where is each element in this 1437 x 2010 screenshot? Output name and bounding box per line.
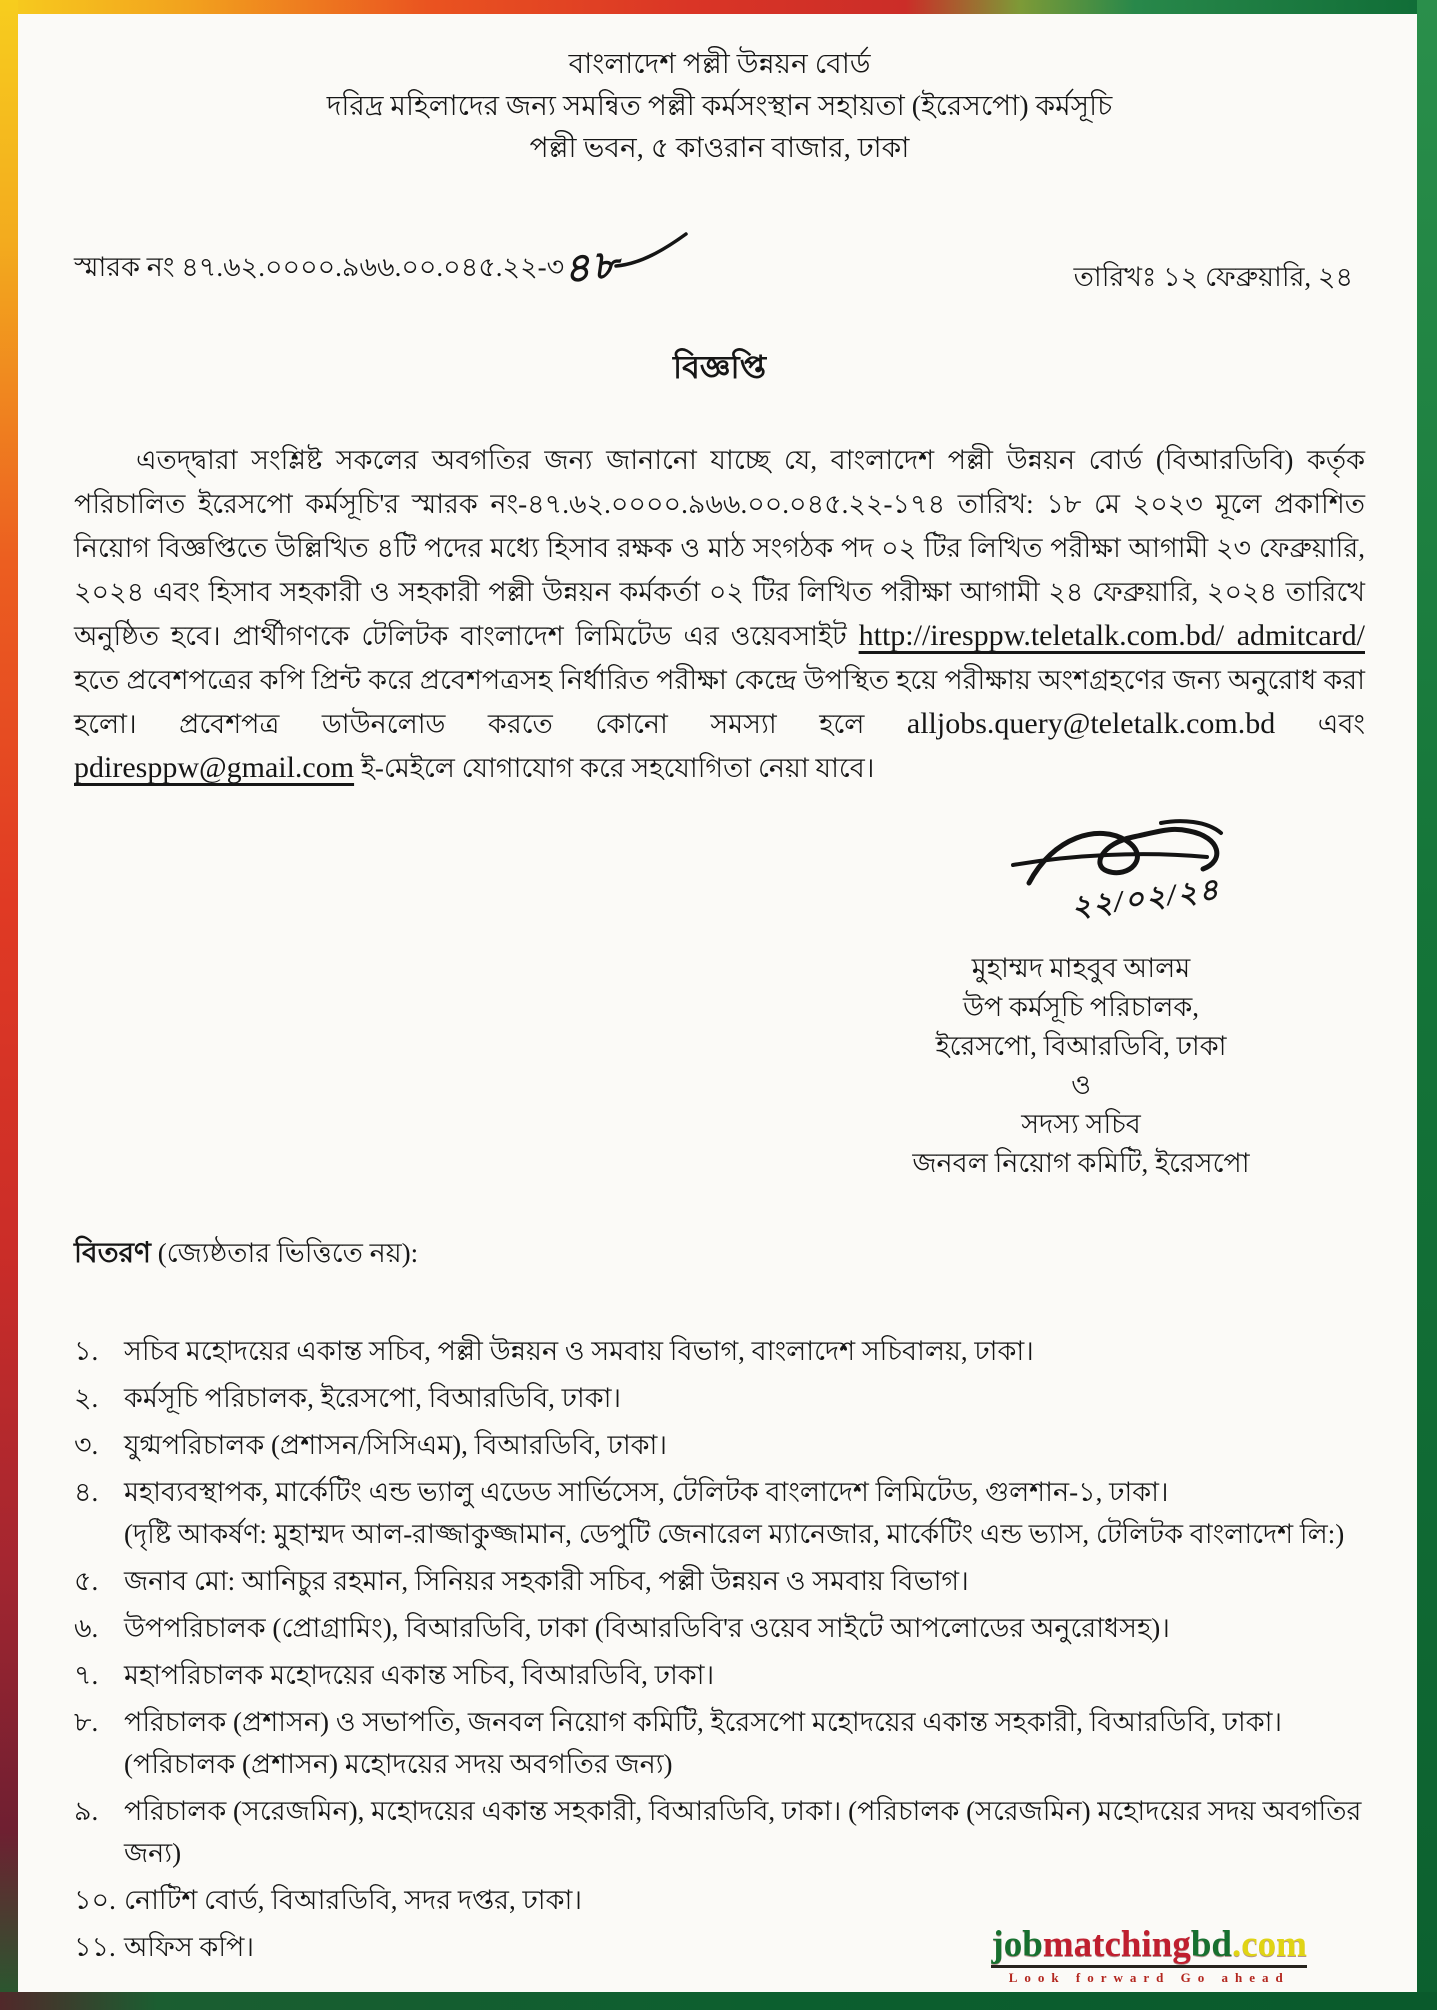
distribution-item-text: জনাব মো: আনিচুর রহমান, সিনিয়র সহকারী সচিব, পল্লী উন্নয়ন ও সমবায় বিভাগ। (124, 1566, 969, 1596)
logo-part: bd (1190, 1924, 1232, 1965)
body-link[interactable]: http://iresppw.teletalk.com.bd/ admitcard/ (858, 619, 1365, 652)
distribution-item (74, 1701, 1365, 1785)
distribution-item (74, 1424, 1365, 1466)
notice-title: বিজ্ঞপ্তি (672, 349, 767, 385)
memo-row (74, 232, 1365, 302)
distribution-item-number: ৩. (74, 1430, 99, 1460)
distribution-item (74, 1471, 1365, 1555)
distribution-item (74, 1560, 1365, 1602)
body-text-segment: হতে প্রবেশপত্রের কপি প্রিন্ট করে প্রবেশপত্রসহ নির্ধারিত পরীক্ষা কেন্দ্রে উপস্থিত হয়ে পরীক্ষায় অংশগ্রহণের জন্য অনুরোধ করা হলো। প্রবেশপত্র ডাউনলোড করতে কোনো সমস্যা হলে (74, 665, 1365, 739)
signatory-org: ইরেসপো, বিআরডিবি, ঢাকা (935, 1031, 1227, 1061)
signature-block (811, 817, 1351, 1183)
distribution-item (74, 1654, 1365, 1696)
jobmatchingbd-watermark[interactable] (991, 1924, 1307, 1986)
border-bottom-decoration (0, 1992, 1437, 2010)
jobmatchingbd-tagline: Look forward Go ahead (991, 1965, 1307, 1986)
distribution-item-number: ৬. (74, 1613, 99, 1643)
handwriting-stroke (614, 232, 688, 270)
signatory-name: মুহাম্মদ মাহবুব আলম (971, 953, 1191, 983)
distribution-item-number: ১০. (74, 1885, 116, 1915)
organization-name: বাংলাদেশ পল্লী উন্নয়ন বোর্ড (568, 49, 871, 80)
memo-number-handwritten: ৪৮ (561, 241, 623, 292)
notice-body (74, 438, 1365, 790)
distribution-item-text: উপপরিচালক (প্রোগ্রামিং), বিআরডিবি, ঢাকা (বিআরডিবি'র ওয়েব সাইটে আপলোডের অনুরোধসহ)। (124, 1613, 1170, 1643)
distribution-item-text: যুগ্মপরিচালক (প্রশাসন/সিসিএম), বিআরডিবি, ঢাকা। (124, 1430, 668, 1460)
distribution-item (74, 1377, 1365, 1419)
memo-date: তারিখঃ ১২ ফেব্রুয়ারি, ২৪ (1073, 262, 1353, 292)
body-text-segment: এতদ্দ্বারা সংশ্লিষ্ট সকলের অবগতির জন্য জানানো যাচ্ছে যে, বাংলাদেশ পল্লী উন্নয়ন বোর্ড (বিআরডিবি) কর্তৃক পরিচালিত ইরেসপো কর্মসূচি'র স্মারক নং-৪৭.৬২.০০০০.৯৬৬.০০.০৪৫.২২-১৭৪ তারিখ: ১৮ মে ২০২৩ মূলে প্রকাশিত নিয়োগ বিজ্ঞপ্তিতে উল্লিখিত ৪টি পদের মধ্যে হিসাব রক্ষক ও মাঠ সংগঠক পদ ০২ টির লিখিত পরীক্ষা আগামী ২৩ ফেব্রুয়ারি, ২০২৪ এবং হিসাব সহকারী ও সহকারী পল্লী উন্নয়ন কর্মকর্তা ০২ টির লিখিত পরীক্ষা আগামী ২৪ ফেব্রুয়ারি, ২০২৪ তারিখে অনুষ্ঠিত হবে। প্রার্থীগণকে টেলিটক বাংলাদেশ লিমিটেড এর ওয়েবসাইট (74, 445, 1365, 651)
distribution-list (74, 1330, 1365, 1968)
distribution-item (74, 1879, 1365, 1921)
body-text-segment: এবং (1275, 709, 1365, 739)
distribution-item-text: মহাপরিচালক মহোদয়ের একান্ত সচিব, বিআরডিবি, ঢাকা। (124, 1660, 715, 1690)
distribution-item-text: পরিচালক (প্রশাসন) ও সভাপতি, জনবল নিয়োগ কমিটি, ইরেসপো মহোদয়ের একান্ত সহকারী, বিআরডিবি, ঢাকা। (পরিচালক (প্রশাসন) মহোদয়ের সদয় অবগতির জন্য) (124, 1707, 1283, 1779)
logo-part: matching (1042, 1924, 1191, 1965)
distribution-heading-rest: (জ্যেষ্ঠতার ভিত্তিতে নয়): (150, 1238, 419, 1268)
signatory-role2: সদস্য সচিব (1021, 1109, 1141, 1139)
distribution-item-number: ৫. (74, 1566, 99, 1596)
signatory-designation: উপ কর্মসূচি পরিচালক, (963, 992, 1199, 1022)
distribution-item-number: ১১. (74, 1932, 116, 1962)
program-name: দরিদ্র মহিলাদের জন্য সমন্বিত পল্লী কর্মসংস্থান সহায়তা (ইরেসপো) কর্মসূচি (326, 91, 1113, 122)
body-text-segment: ই-মেইলে যোগাযোগ করে সহযোগিতা নেয়া যাবে। (354, 753, 875, 783)
signatory-conjunction: ও (1071, 1070, 1091, 1100)
distribution-item (74, 1330, 1365, 1372)
distribution-item-number: ৭. (74, 1660, 99, 1690)
distribution-item-text: নোটিশ বোর্ড, বিআরডিবি, সদর দপ্তর, ঢাকা। (124, 1885, 583, 1915)
distribution-item-text: অফিস কপি। (124, 1932, 255, 1962)
logo-part: job (991, 1924, 1043, 1965)
body-email: alljobs.query@teletalk.com.bd (906, 707, 1276, 740)
border-top-decoration (0, 0, 1437, 14)
logo-part: .com (1232, 1924, 1307, 1965)
distribution-item-text: সচিব মহোদয়ের একান্ত সচিব, পল্লী উন্নয়ন ও সমবায় বিভাগ, বাংলাদেশ সচিবালয়, ঢাকা। (124, 1336, 1034, 1366)
distribution-item-text: মহাব্যবস্থাপক, মার্কেটিং এন্ড ভ্যালু এডেড সার্ভিসেস, টেলিটক বাংলাদেশ লিমিটেড, গুলশান-১, ঢাকা। (দৃষ্টি আকর্ষণ: মুহাম্মদ আল-রাজ্জাকুজ্জামান, ডেপুটি জেনারেল ম্যানেজার, মার্কেটিং এন্ড ভ্যাস, টেলিটক বাংলাদেশ লি:) (124, 1471, 1365, 1555)
office-address: পল্লী ভবন, ৫ কাওরান বাজার, ঢাকা (529, 133, 910, 164)
border-right-decoration (1417, 0, 1437, 2010)
document-content (18, 14, 1417, 1992)
distribution-item-text: কর্মসূচি পরিচালক, ইরেসপো, বিআরডিবি, ঢাকা। (124, 1383, 622, 1413)
memo-number (74, 232, 688, 302)
letterhead (74, 44, 1365, 170)
distribution-item-number: ১. (74, 1336, 99, 1366)
distribution-heading-bold: বিতরণ (74, 1238, 151, 1269)
distribution-item-text: পরিচালক (সরেজমিন), মহোদয়ের একান্ত সহকারী, বিআরডিবি, ঢাকা। (পরিচালক (সরেজমিন) মহোদয়ের সদয় অবগতির জন্য) (124, 1796, 1362, 1868)
distribution-heading (74, 1231, 1365, 1278)
distribution-item-number: ৮. (74, 1707, 99, 1737)
jobmatchingbd-logo-text (991, 1924, 1307, 1965)
memo-number-printed: স্মারক নং ৪৭.৬২.০০০০.৯৬৬.০০.০৪৫.২২-৩ (74, 252, 565, 282)
distribution-item-number: ২. (74, 1383, 99, 1413)
distribution-item (74, 1607, 1365, 1649)
signature-date-handwritten: ২২/০২/২৪ (1069, 873, 1223, 924)
distribution-item (74, 1790, 1365, 1874)
body-link[interactable]: pdiresppw@gmail.com (74, 751, 355, 784)
border-left-decoration (0, 0, 18, 2010)
distribution-item-number: ৪. (74, 1477, 99, 1507)
signatory-committee: জনবল নিয়োগ কমিটি, ইরেসপো (912, 1148, 1250, 1178)
signature-area (811, 817, 1351, 949)
distribution-item-note: (দৃষ্টি আকর্ষণ: মুহাম্মদ আল-রাজ্জাকুজ্জামান, ডেপুটি জেনারেল ম্যানেজার, মার্কেটিং এন্ড ভ্যাস, টেলিটক বাংলাদেশ লি:) (124, 1519, 1345, 1549)
distribution-item-number: ৯. (74, 1796, 99, 1826)
